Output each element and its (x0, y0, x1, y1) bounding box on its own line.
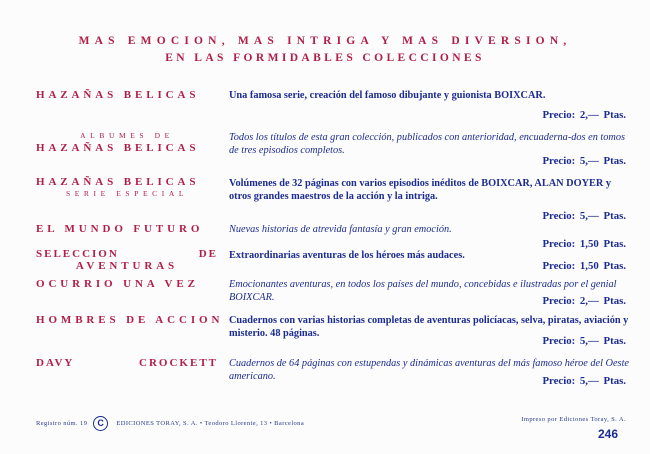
header-line-1: MAS EMOCION, MAS INTRIGA Y MAS DIVERSION, (78, 35, 572, 47)
collection-description: Cuadernos con varias historias completas de aventuras policíacas, selva, piratas, aviación y misterio. 48 páginas. (229, 315, 629, 339)
collection-title: HOMBRES DE ACCION (36, 314, 224, 326)
printer-text: Impreso por Ediciones Toray, S. A. (521, 416, 626, 423)
collection-description: Volúmenes de 32 páginas con varios episodios inéditos de BOIXCAR, ALAN DOYER y otros grandes maestros de la acción y la intriga. (229, 178, 612, 202)
footer-left (36, 416, 304, 431)
collection-description: Emocionantes aventuras, en todos los países del mundo, concebidas e ilustradas por el genial BOIXCAR. (229, 279, 617, 303)
collection-price: Precio: 5,— Ptas. (542, 335, 626, 347)
collection-price: Precio: 2,— Ptas. (542, 109, 626, 121)
collection-description: Nuevas historias de atrevida fantasía y gran emoción. (229, 224, 452, 235)
collection-description: Extraordinarias aventuras de los héroes más audaces. (229, 250, 465, 261)
collection-title-line2: AVENTURAS (75, 260, 179, 272)
collection-title: OCURRIO UNA VEZ (36, 278, 199, 290)
collection-price: Precio: 5,— Ptas. (542, 210, 626, 222)
collection-title: EL MUNDO FUTURO (36, 223, 204, 235)
collection-title-line1: HAZAÑAS BELICAS (36, 176, 200, 188)
collection-price: Precio: 5,— Ptas. (542, 375, 626, 387)
copyright-icon: C (93, 416, 108, 431)
collection-title: HAZAÑAS BELICAS (36, 89, 200, 101)
page-number: 246 (597, 427, 618, 441)
collection-description: Todos los títulos de esta gran colección, publicados con anterioridad, encuaderna-dos en tomos de tres episodios completos. (229, 132, 626, 156)
collection-title-line1: ALBUMES DE (80, 131, 174, 140)
collection-price: Precio: 1,50 Ptas. (542, 238, 626, 250)
collection-description: Cuadernos de 64 páginas con estupendas y dinámicas aventuras del más famoso héroe del Oeste americano. (229, 358, 629, 382)
collection-title-line2: SERIE ESPECIAL (65, 189, 189, 198)
collection-title-line2: HAZAÑAS BELICAS (36, 142, 200, 154)
collection-title: DAVY CROCKETT (36, 357, 218, 369)
registro-text: Registro núm. 19 (36, 420, 88, 427)
collection-title-line1: SELECCION DE (36, 248, 218, 260)
collection-price: Precio: 5,— Ptas. (542, 155, 626, 167)
header-line-2: EN LAS FORMIDABLES COLECCIONES (165, 52, 485, 64)
collection-price: Precio: 2,— Ptas. (542, 295, 626, 307)
collection-description: Una famosa serie, creación del famoso dibujante y guionista BOIXCAR. (229, 90, 546, 101)
collection-price: Precio: 1,50 Ptas. (542, 260, 626, 272)
publisher-text: EDICIONES TORAY, S. A. • Teodoro Llorente, 13 • Barcelona (116, 420, 305, 427)
